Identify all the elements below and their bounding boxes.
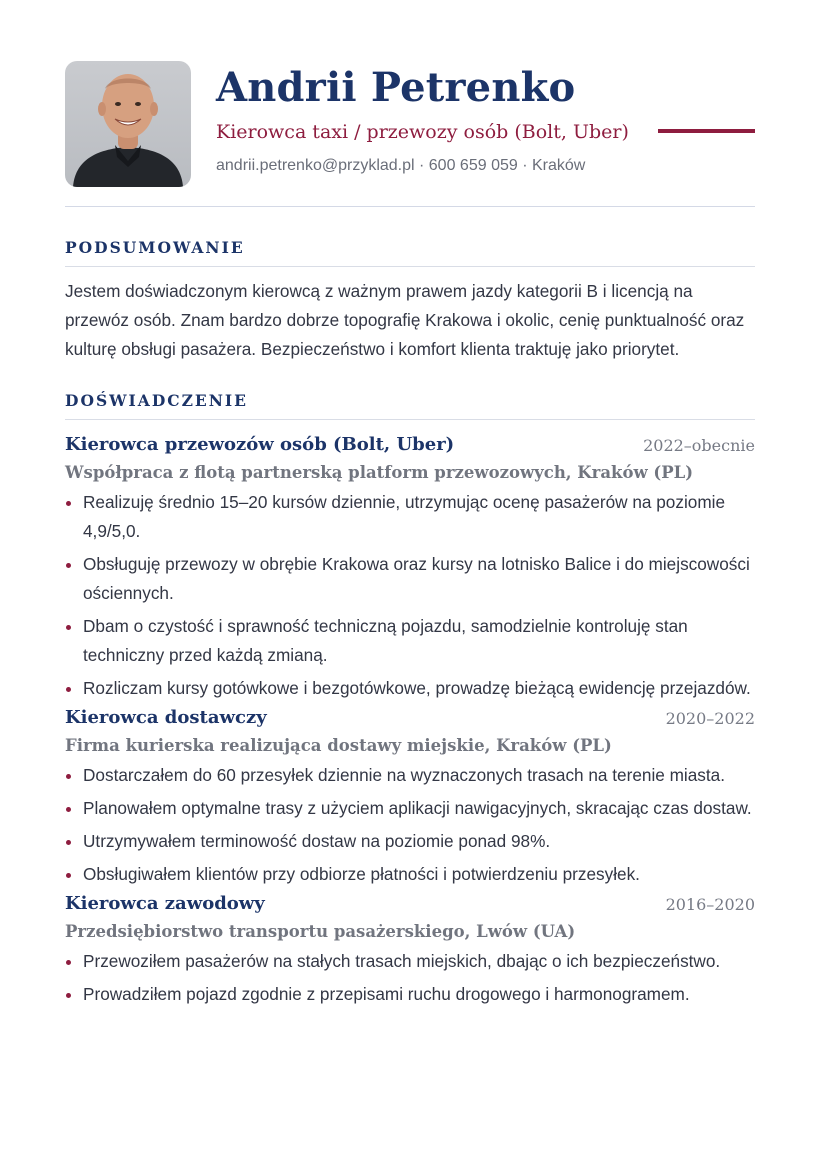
job-header: [65, 707, 755, 733]
bullet-text: Dbam o czystość i sprawność techniczną pojazdu, samodzielnie kontroluję stan techniczny przed każdą zmianą.: [83, 616, 688, 665]
list-item: [65, 488, 755, 546]
accent-divider: [658, 129, 755, 133]
bullet-text: Przewoziłem pasażerów na stałych trasach miejskich, dbając o ich bezpieczeństwo.: [83, 951, 721, 971]
list-item: [65, 947, 755, 976]
list-item: [65, 612, 755, 670]
bullet-text: Planowałem optymalne trasy z użyciem aplikacji nawigacyjnych, skracając czas dostaw.: [83, 798, 752, 818]
bullet-icon: [66, 625, 71, 630]
bullet-text: Rozliczam kursy gotówkowe i bezgotówkowe, prowadzę bieżącą ewidencję przejazdów.: [83, 678, 751, 698]
job-company: Przedsiębiorstwo transportu pasażerskiego, Lwów (UA): [65, 922, 576, 941]
bullet-text: Dostarczałem do 60 przesyłek dziennie na wyznaczonych trasach na terenie miasta.: [83, 765, 725, 785]
candidate-role: Kierowca taxi / przewozy osób (Bolt, Uber): [216, 121, 629, 143]
summary-text: Jestem doświadczonym kierowcą z ważnym prawem jazdy kategorii B i licencją na przewóz osób. Znam bardzo dobrze topografię Krakowa i okolic, cenię punktualność oraz kulturę obsługi pasażera. Bezpieczeństwo i komfort klienta traktuję jako priorytet.: [65, 281, 745, 359]
job-company: Współpraca z flotą partnerską platform przewozowych, Kraków (PL): [65, 463, 694, 482]
bullet-icon: [66, 501, 71, 506]
resume-header: [65, 0, 755, 207]
list-item: [65, 827, 755, 856]
job-bullets: [65, 947, 755, 1009]
job-date: 2022–obecnie: [643, 436, 755, 455]
bullet-icon: [66, 774, 71, 779]
bullet-icon: [66, 960, 71, 965]
job-bullets: [65, 488, 755, 703]
bullet-text: Prowadziłem pojazd zgodnie z przepisami ruchu drogowego i harmonogramem.: [83, 984, 690, 1004]
list-item: [65, 550, 755, 608]
job-title: Kierowca przewozów osób (Bolt, Uber): [65, 434, 455, 455]
job-bullets: [65, 761, 755, 889]
list-item: [65, 674, 755, 703]
list-item: [65, 980, 755, 1009]
job-entry: [65, 707, 755, 889]
job-company: Firma kurierska realizująca dostawy miejskie, Kraków (PL): [65, 736, 612, 755]
experience-heading: DOŚWIADCZENIE: [65, 391, 755, 420]
list-item: [65, 794, 755, 823]
summary-section: [65, 238, 755, 364]
contact-info: andrii.petrenko@przyklad.pl · 600 659 059 · Kraków: [216, 157, 586, 174]
bullet-text: Obsługuję przewozy w obrębie Krakowa oraz kursy na lotnisko Balice i do miejscowości ościennych.: [83, 554, 750, 603]
list-item: [65, 860, 755, 889]
job-title: Kierowca dostawczy: [65, 707, 267, 728]
person-photo-icon: [65, 61, 191, 187]
list-item: [65, 761, 755, 790]
summary-heading: PODSUMOWANIE: [65, 238, 755, 267]
job-date: 2016–2020: [665, 895, 755, 914]
job-header: [65, 434, 755, 460]
job-entry: [65, 434, 755, 703]
experience-section: [65, 391, 755, 1013]
bullet-icon: [66, 687, 71, 692]
bullet-icon: [66, 807, 71, 812]
bullet-icon: [66, 840, 71, 845]
candidate-name: Andrii Petrenko: [216, 64, 576, 111]
bullet-icon: [66, 993, 71, 998]
job-entry: [65, 893, 755, 1009]
bullet-icon: [66, 563, 71, 568]
job-header: [65, 893, 755, 919]
job-date: 2020–2022: [665, 709, 755, 728]
bullet-text: Utrzymywałem terminowość dostaw na poziomie ponad 98%.: [83, 831, 551, 851]
bullet-text: Obsługiwałem klientów przy odbiorze płatności i potwierdzeniu przesyłek.: [83, 864, 640, 884]
job-title: Kierowca zawodowy: [65, 893, 265, 914]
bullet-text: Realizuję średnio 15–20 kursów dziennie, utrzymując ocenę pasażerów na poziomie 4,9/5,0.: [83, 492, 726, 541]
bullet-icon: [66, 873, 71, 878]
profile-photo: [65, 61, 191, 187]
